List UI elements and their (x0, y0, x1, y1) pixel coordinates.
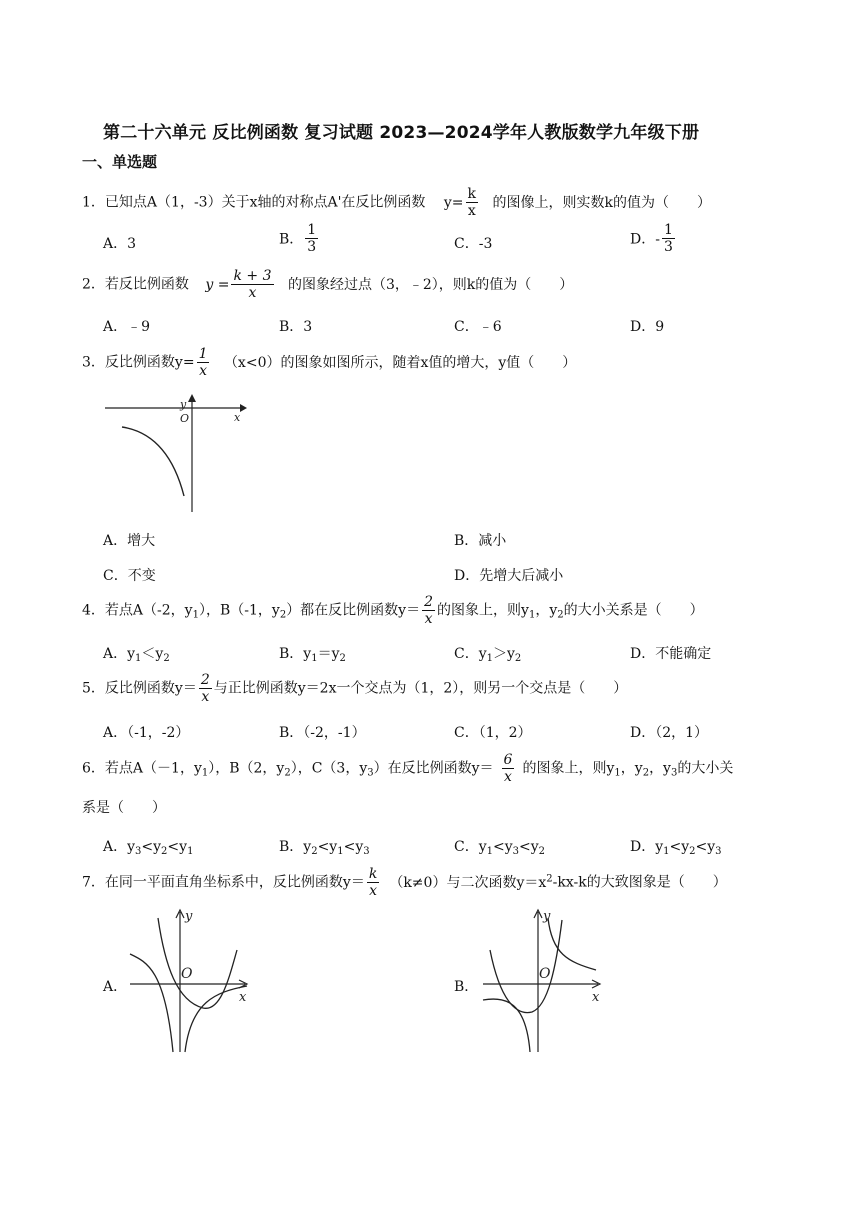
option-a[interactable] (103, 836, 193, 857)
subscript: 3 (363, 846, 370, 857)
option-d[interactable] (630, 836, 722, 857)
option-c[interactable]: C．﹣6 (454, 319, 502, 335)
option-d[interactable]: D．先增大后减小 (454, 568, 564, 584)
denominator: x (201, 689, 210, 705)
question-text: 反比例函数y＝ (104, 680, 197, 697)
fraction (367, 866, 379, 899)
option-text: A．y (103, 646, 136, 662)
question-number: 6． (82, 760, 105, 777)
question-text: -kx-k的大致图象是（ ） (552, 874, 727, 891)
option-text: <y (493, 839, 513, 855)
option-text: <y (141, 839, 162, 855)
option-a[interactable] (103, 643, 170, 664)
numerator: 1 (198, 346, 208, 362)
subscript: 1 (486, 653, 493, 664)
option-label: D．- (630, 231, 660, 248)
subscript: 3 (512, 846, 520, 857)
option-b[interactable]: B．（-2，-1） (279, 725, 366, 741)
parabola-curve (158, 918, 237, 1008)
option-b[interactable] (279, 643, 346, 664)
question-text: 的图象上，则y (437, 602, 529, 619)
question-text: ），B（2，y (208, 760, 285, 777)
question-text: 的图象经过点（3，﹣2），则k的值为（ ） (287, 276, 574, 293)
numerator: 6 (503, 752, 513, 768)
question-number: 7． (82, 874, 105, 891)
page-title: 第二十六单元 反比例函数 复习试题 2023—2024学年人教版数学九年级下册 (103, 123, 700, 143)
question-text: ，y (649, 760, 671, 777)
option-text: A．y (103, 839, 136, 855)
option-text: B．y (279, 839, 312, 855)
fraction (662, 222, 675, 255)
fraction (231, 268, 273, 301)
option-text: <y (167, 839, 188, 855)
question-text: 的图像上，则实数k的值为（ ） (492, 194, 711, 211)
option-text: ＞y (493, 646, 515, 662)
subscript: 3 (367, 767, 374, 779)
x-label: x (239, 990, 247, 1005)
origin-label: O (539, 966, 551, 982)
option-text: <y (669, 839, 690, 855)
question-text: 若反比例函数 (104, 276, 189, 293)
question-6-line2: 系是（ ） (82, 800, 166, 816)
option-d[interactable]: D．（2，1） (630, 725, 709, 741)
subscript: 1 (311, 653, 318, 664)
subscript: 2 (311, 846, 318, 857)
hyperbola-branch-left (130, 954, 173, 1052)
question-number: 5． (82, 680, 105, 697)
option-text: C．y (454, 839, 487, 855)
denominator: 3 (663, 239, 673, 255)
subscript: 2 (689, 846, 696, 857)
denominator: x (424, 611, 433, 627)
fraction (466, 186, 478, 219)
option-a[interactable]: A．﹣9 (103, 319, 151, 335)
subscript: 2 (514, 653, 522, 664)
question-number: 1． (82, 194, 105, 211)
subscript: 3 (135, 846, 142, 857)
numerator: 1 (307, 222, 317, 238)
denominator: x (504, 769, 512, 785)
question-7 (82, 866, 727, 899)
option-b[interactable] (279, 836, 370, 857)
option-d[interactable]: D．9 (630, 319, 665, 335)
option-c[interactable]: C．不变 (103, 568, 156, 584)
question-text: ）在反比例函数y＝ (373, 760, 494, 777)
option-text: C．y (454, 646, 487, 662)
option-label: B． (279, 231, 304, 248)
option-text: <y (519, 839, 539, 855)
question-text: 若点A（－1，y (104, 760, 202, 777)
subscript: 2 (161, 846, 168, 857)
question-4 (82, 594, 704, 627)
question-5 (82, 672, 627, 705)
hyperbola-branch-right (185, 986, 247, 1052)
option-b[interactable]: B．减小 (454, 533, 507, 549)
question-1 (82, 186, 711, 219)
option-text: ＝y (317, 646, 340, 662)
question-text: （x<0）的图象如图所示，随着x值的增大，y值（ ） (223, 354, 577, 371)
subscript: 2 (163, 653, 170, 664)
numerator: 1 (663, 222, 673, 238)
x-label: x (592, 990, 600, 1005)
option-a[interactable]: A．增大 (103, 533, 156, 549)
option-c[interactable]: C．-3 (454, 236, 493, 252)
fraction (502, 752, 515, 785)
numerator: 2 (424, 594, 434, 610)
subscript: 1 (337, 846, 344, 857)
subscript: 2 (279, 609, 287, 621)
option-b[interactable] (279, 222, 320, 255)
option-text: D．y (630, 839, 664, 855)
subscript: 2 (284, 767, 291, 779)
section-heading: 一、单选题 (82, 153, 158, 171)
numerator: k + 3 (233, 268, 272, 284)
denominator: x (248, 285, 257, 301)
numerator: k (368, 866, 378, 882)
y-label: y (543, 909, 551, 924)
option-a[interactable]: A． (103, 979, 128, 995)
subscript: 3 (670, 767, 678, 779)
question-text: 反比例函数y= (104, 354, 195, 371)
question-text: （k≠0）与二次函数y＝x (389, 874, 547, 891)
subscript: 2 (642, 767, 650, 779)
question-number: 2． (82, 276, 105, 293)
question-number: 4． (82, 602, 105, 619)
fraction (197, 346, 210, 379)
question-text: 的大小关 (677, 760, 734, 777)
fraction (422, 594, 435, 627)
subscript: 1 (192, 609, 199, 621)
option-c[interactable] (454, 836, 545, 857)
subscript: 1 (486, 846, 493, 857)
denominator: x (199, 363, 207, 379)
option-b[interactable]: B． (454, 979, 479, 995)
subscript: 2 (339, 653, 346, 664)
option-text: <y (343, 839, 364, 855)
subscript: 1 (663, 846, 670, 857)
subscript: 3 (715, 846, 722, 857)
numerator: k (467, 186, 477, 202)
option-d[interactable] (630, 222, 677, 255)
subscript: 2 (538, 846, 546, 857)
question-2 (82, 268, 573, 301)
option-text: B．y (279, 646, 312, 662)
question-text: ）都在反比例函数y＝ (286, 602, 421, 619)
question-text: 在同一平面直角坐标系中，反比例函数y＝ (104, 874, 365, 891)
subscript: 1 (528, 609, 536, 621)
graph-option-a (125, 906, 255, 1056)
question-text: ），B（-1，y (198, 602, 280, 619)
question-text: ），C（3，y (290, 760, 368, 777)
option-c[interactable]: C．（1，2） (454, 725, 532, 741)
denominator: x (467, 203, 476, 219)
option-a[interactable]: A．3 (103, 236, 137, 252)
option-c[interactable] (454, 643, 521, 664)
y-label: y (185, 909, 193, 924)
question-text: ，y (620, 760, 643, 777)
denominator: x (369, 883, 378, 899)
subscript: 1 (187, 846, 194, 857)
superscript: 2 (546, 873, 553, 885)
option-text: ＜y (141, 646, 164, 662)
option-text: <y (695, 839, 716, 855)
question-text: 的图象上，则y (522, 760, 615, 777)
hyperbola-curve (122, 427, 184, 496)
option-text: <y (317, 839, 338, 855)
question-text: 的大小关系是（ ） (563, 602, 704, 619)
x-label: x (234, 411, 241, 424)
numerator: 2 (200, 672, 210, 688)
subscript: 1 (135, 653, 142, 664)
subscript: 2 (557, 609, 564, 621)
subscript: 1 (201, 767, 209, 779)
question-number: 3． (82, 354, 105, 371)
question-text: 已知点A（1，-3）关于x轴的对称点A'在反比例函数 (104, 194, 426, 211)
origin-label: O (180, 412, 190, 425)
hyperbola-branch-left (483, 999, 530, 1052)
question-6 (82, 752, 733, 785)
fraction (305, 222, 318, 255)
origin-label: O (181, 966, 193, 982)
subscript: 1 (614, 767, 621, 779)
option-a[interactable]: A．（-1，-2） (103, 725, 190, 741)
option-d[interactable]: D．不能确定 (630, 646, 712, 662)
hyperbola-graph (100, 394, 250, 514)
graph-option-b (478, 906, 608, 1056)
x-axis-arrow (240, 404, 247, 412)
y-label: y (180, 398, 187, 411)
question-text: ，y (535, 602, 558, 619)
equation-lhs: y= (443, 194, 464, 211)
option-b[interactable]: B．3 (279, 319, 313, 335)
denominator: 3 (307, 239, 317, 255)
question-text: 若点A（-2，y (104, 602, 193, 619)
equation-lhs: y = (205, 276, 230, 293)
question-3 (82, 346, 576, 379)
question-text: 与正比例函数y＝2x一个交点为（1，2），则另一个交点是（ ） (213, 680, 628, 697)
fraction (199, 672, 212, 705)
y-axis-arrow (188, 394, 196, 402)
